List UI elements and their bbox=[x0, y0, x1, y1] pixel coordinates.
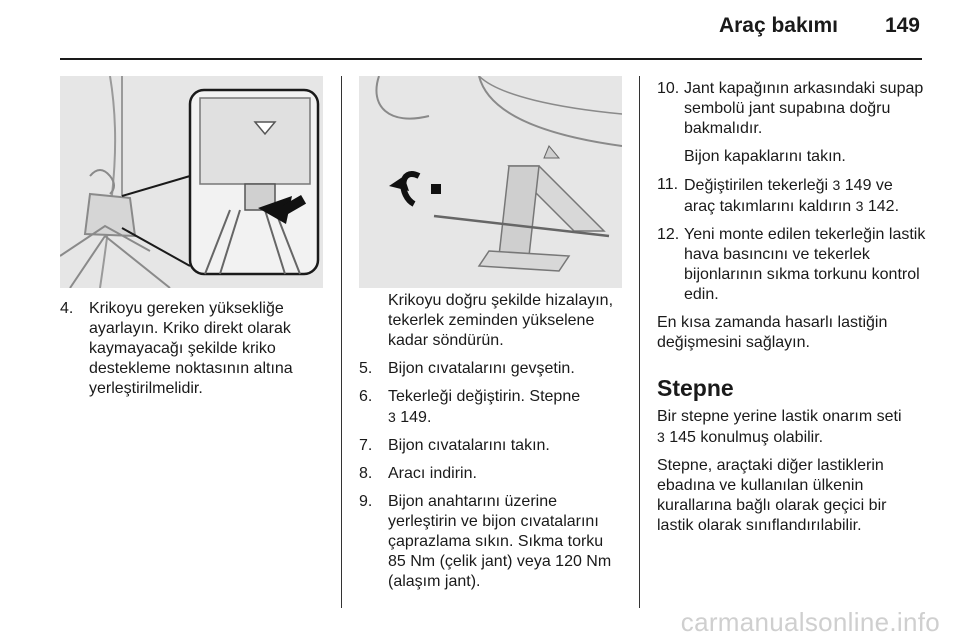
item-text: Bijon cıvatalarını gevşetin. bbox=[388, 360, 575, 377]
spare-tire-classification: Stepne, araçtaki diğer lastiklerin ebadına ve kullanılan ülkenin kurallarına bağlı olarak geçici bir lastik olarak sınıflandırılabilir. bbox=[657, 457, 887, 534]
column-2-text bbox=[359, 291, 619, 600]
item-text: Değiştirilen tekerleği bbox=[684, 177, 829, 194]
damaged-tire-note: En kısa zamanda hasarlı lastiğin değişmesini sağlayın. bbox=[657, 314, 888, 351]
item-text: Krikoyu gereken yüksekliğe ayarlayın. Kriko direkt olarak kaymayacağı şekilde kriko destekleme noktasının altına yerleştirilmelidir. bbox=[89, 300, 293, 397]
item-text: Jant kapağının arkasındaki supap sembolü jant supabına doğru bakmalıdır. bbox=[684, 80, 924, 137]
page-reference: 142. bbox=[867, 198, 900, 215]
jack-lowering-illustration bbox=[359, 76, 622, 288]
page-reference-symbol: 3 bbox=[832, 177, 841, 193]
item-text: Tekerleği değiştirin. Stepne bbox=[388, 388, 581, 405]
item-number: 7. bbox=[359, 437, 373, 454]
item-number: 6. bbox=[359, 388, 373, 405]
page-reference-symbol: 3 bbox=[855, 198, 864, 214]
jack-placement-illustration bbox=[60, 76, 323, 288]
column-divider-2 bbox=[639, 76, 640, 608]
list-item bbox=[657, 79, 927, 139]
item-text: Aracı indirin. bbox=[388, 465, 477, 482]
list-item bbox=[359, 387, 619, 428]
header-rule bbox=[60, 58, 922, 60]
column-3-text bbox=[657, 79, 927, 544]
page-reference-symbol: 3 bbox=[388, 409, 396, 425]
item-text: Yeni monte edilen tekerleğin lastik hava basıncını ve tekerlek bijonlarının sıkma torkunu kontrol edin. bbox=[684, 226, 926, 303]
list-item bbox=[657, 175, 927, 217]
column-1-text bbox=[60, 299, 332, 407]
item-number: 9. bbox=[359, 493, 373, 510]
list-item bbox=[359, 436, 619, 456]
spare-tire-paragraph bbox=[657, 407, 927, 448]
item-text: Bijon cıvatalarını takın. bbox=[388, 437, 550, 454]
item-text-continued: 149 ve araç takımlarını kaldırın bbox=[684, 177, 893, 215]
list-item bbox=[359, 492, 619, 592]
paragraph-text-continued: 145 konulmuş olabilir. bbox=[669, 429, 824, 446]
list-item bbox=[657, 225, 927, 305]
watermark: carmanualsonline.info bbox=[680, 607, 940, 637]
item-number: 4. bbox=[60, 300, 74, 317]
item-number: 12. bbox=[657, 226, 680, 243]
item-number: 11. bbox=[657, 176, 679, 193]
page-title: Araç bakımı bbox=[718, 14, 838, 37]
list-item bbox=[359, 464, 619, 484]
list-item bbox=[359, 359, 619, 379]
paragraph-text: Bir stepne yerine lastik onarım seti bbox=[657, 408, 902, 425]
item-number: 8. bbox=[359, 465, 373, 482]
column-divider-1 bbox=[341, 76, 342, 608]
sub-instruction: Bijon kapaklarını takın. bbox=[684, 148, 846, 165]
jack-align-instruction: Krikoyu doğru şekilde hizalayın, tekerlek zeminden yükselene kadar söndürün. bbox=[388, 292, 614, 349]
list-item bbox=[60, 299, 332, 399]
item-number: 5. bbox=[359, 360, 373, 377]
page-reference-symbol: 3 bbox=[657, 429, 665, 445]
page-number: 149 bbox=[884, 14, 920, 37]
item-number: 10. bbox=[657, 80, 680, 97]
page-reference: 149. bbox=[400, 409, 432, 426]
section-heading: Stepne bbox=[657, 375, 734, 401]
item-text: Bijon anahtarını üzerine yerleştirin ve bijon cıvatalarını çaprazlama sıkın. Sıkma torku 85 Nm (çelik jant) veya 120 Nm (alaşım jant). bbox=[388, 493, 612, 590]
